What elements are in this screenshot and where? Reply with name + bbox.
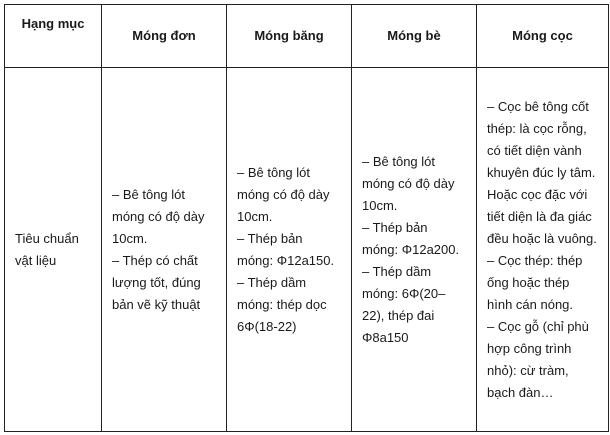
cell-raft-foundation — [352, 68, 477, 432]
cell-line: – Bê tông lót móng có độ dày 10cm. — [362, 153, 459, 213]
cell-line: – Thép dầm móng: thép dọc 6Φ(18-22) — [237, 274, 331, 334]
cell-line: – Thép có chất lượng tốt, đúng bản vẽ kỹ thuật — [112, 252, 205, 312]
cell-line: – Cọc thép: thép ống hoặc thép hình cán nóng. — [487, 252, 587, 312]
header-raft-foundation: Móng bè — [352, 5, 477, 68]
header-single-footing: Móng đơn — [102, 5, 227, 68]
cell-line: – Cọc gỗ (chỉ phù hợp công trình nhỏ): cừ tràm, bạch đàn… — [487, 318, 593, 400]
cell-line: – Thép bản móng: Φ12a200. — [362, 219, 460, 257]
cell-pile-foundation — [477, 68, 609, 432]
cell-strip-footing — [227, 68, 352, 432]
header-pile-foundation: Móng cọc — [477, 5, 609, 68]
cell-line: – Bê tông lót móng có độ dày 10cm. — [237, 164, 334, 224]
cell-single-footing — [102, 68, 227, 432]
header-category: Hạng mục — [5, 5, 102, 68]
foundation-comparison-table — [4, 4, 609, 432]
row-label: Tiêu chuẩn vật liệu — [5, 68, 102, 432]
cell-line: – Thép bản móng: Φ12a150. — [237, 230, 335, 268]
header-strip-footing: Móng băng — [227, 5, 352, 68]
cell-line: – Thép dầm móng: 6Φ(20–22), thép đai Φ8a150 — [362, 263, 446, 345]
cell-line: – Bê tông lót móng có độ dày 10cm. — [112, 186, 209, 246]
cell-line: – Cọc bê tông cốt thép: là cọc rỗng, có tiết diện vành khuyên đúc ly tâm. Hoặc cọc đặc với tiết diện là đa giác đều hoặc là vuông. — [487, 98, 600, 246]
header-row — [5, 5, 609, 68]
table-row — [5, 68, 609, 432]
